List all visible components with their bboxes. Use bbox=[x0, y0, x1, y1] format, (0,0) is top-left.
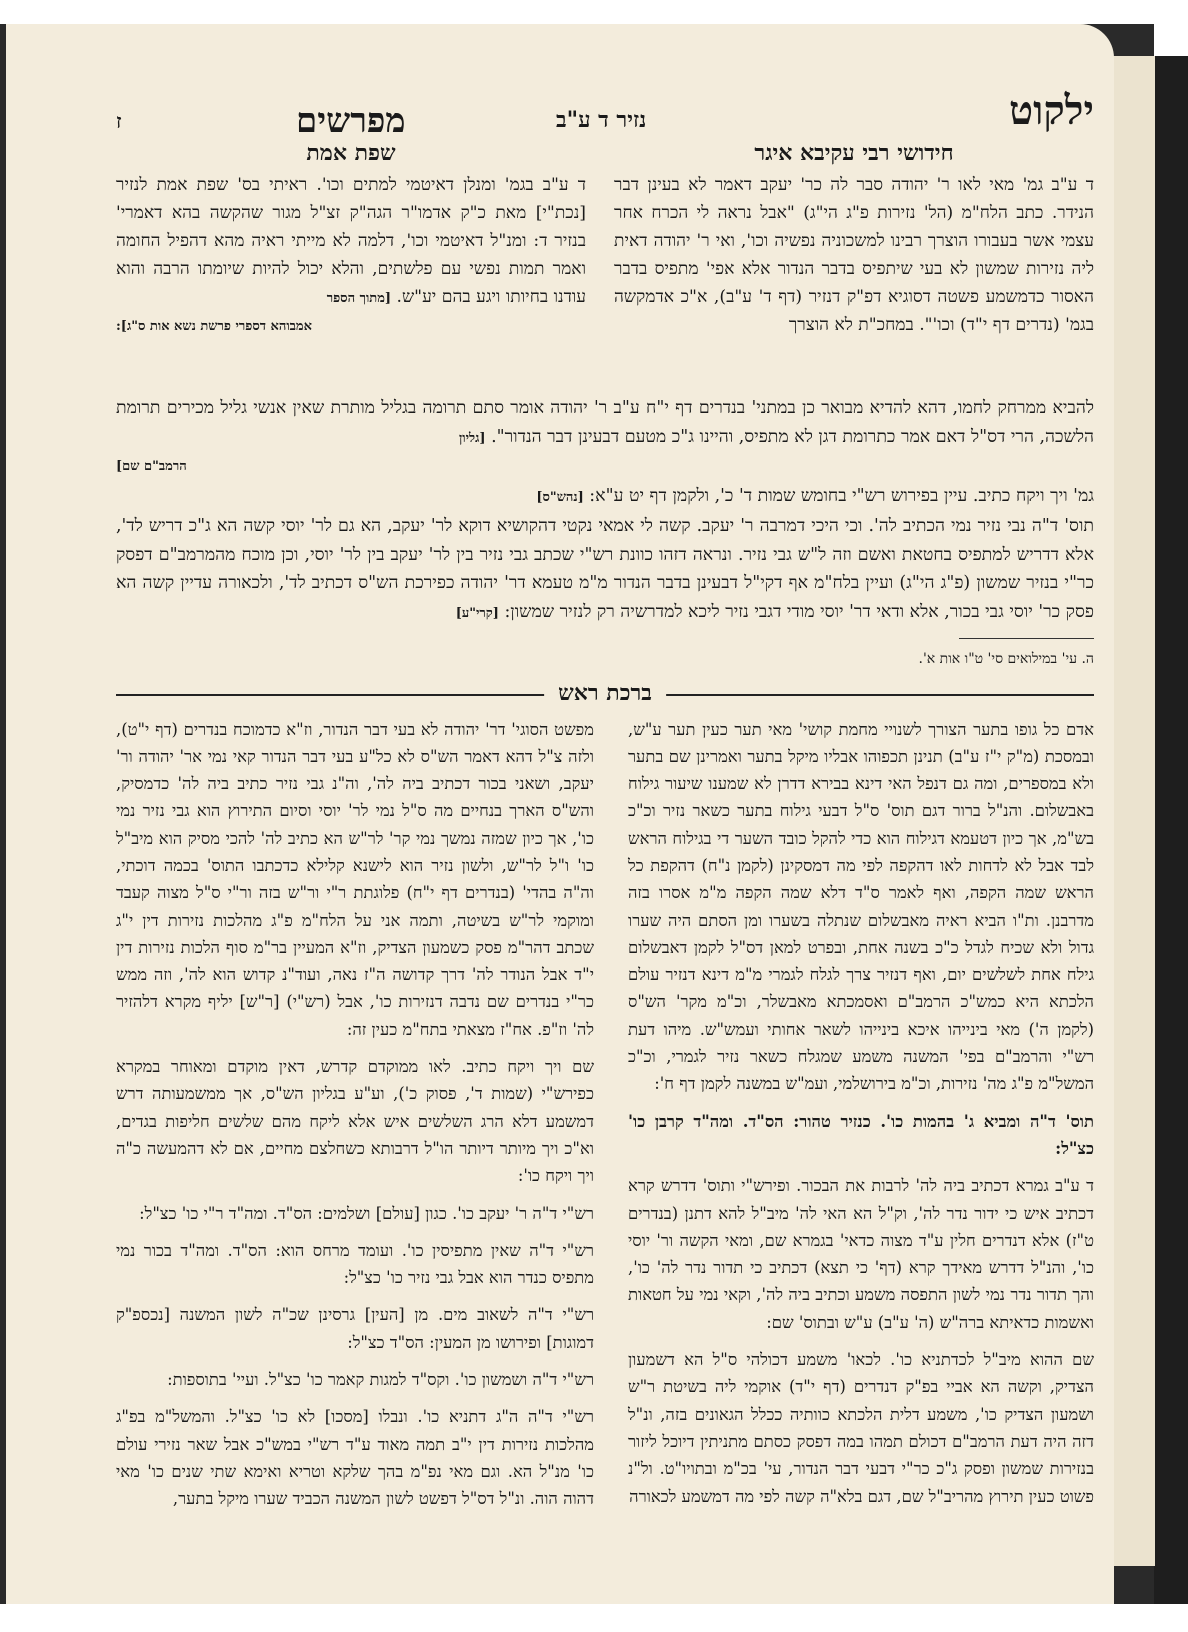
source-note: [מתוך הספר bbox=[326, 291, 392, 306]
paragraph: רש"י ד"ה לשאוב מים. מן [העין] גרסינן שכ"ה לשון המשנה [נכספ"ק דמוגות] ופירושו מן המעין: הס"ד כצ"ל: bbox=[116, 1305, 594, 1352]
source-line: אמבוהא דספרי פרשת נשא אות ס"ג]: bbox=[116, 319, 312, 334]
header-tractate: נזיר ד ע"ב bbox=[556, 107, 647, 133]
page-stack-edge bbox=[1112, 56, 1155, 1566]
section-text: ד ע"ב גמ' מאי לאו ר' יהודה סבר לה כר' יעקב דאמר לא בעינן דבר הנידר. כתב הלח"מ (הל' נזירות פ"ג הי"ג) "אבל נראה לי הכרח אחר עצמי אשר בעבורו הוצרך רבינו למשכוניה נפשיה וכו', ואי ר' יהודה דאית ליה נזירות שמשון לא בעי שיתפיס בדבר הנדור אלא אפי' מתפיס בדבר האסור כדמשמע פשטה דסוגיא דפ"ק דנזיר (דף ד' ע"ב), א"כ אדמקשה בגמ' (נדרים דף י"ד) וכו'". במחכ"ת לא הוצרך bbox=[614, 175, 1094, 335]
section-heading: חידושי רבי עקיבא איגר bbox=[754, 140, 954, 166]
page-number: ז bbox=[116, 109, 122, 133]
background-top bbox=[0, 0, 1188, 24]
paragraph: גמ' ויך ויקח כתיב. עיין בפירוש רש"י בחומש שמות ד' כ', ולקמן דף יט ע"א: [נהש"ס] bbox=[536, 485, 1094, 506]
paragraph: מפשט הסוגי' דר' יהודה לא בעי דבר הנדור, וז"א כדמוכח בנדרים (דף י"ט), ולזה צ"ל דהא דאמר הש"ס לא כל"ע בעי דבר הנדור קאי נמי אר' יהודה ור' יעקב, ושאני בכור דכתיב ביה לה', וה"נ גבי נזיר כתיב ביה לה' כדמסיק, והש"ס הארך בנחיים מה ס"ל נמי לר' יוסי וסיום התירוץ הוא גבי נזיר נמי כו', אך כיון שמזה נמשך נמי קר' לר"ש הא כתיב לה' להכי מסיק הוא מיב"ל כו' ו"ל לר"ש, ולשון נזיר הוא לישנא קלילא כדכתבו התוס' בכמה דוכתי, וה"ה בהדי' (בנדרים דף י"ח) פלוגתת ר"י ור"ש בזה ור"י ס"ל מצוה קעבד ומוקמי לר"ש בשיטה, ותמה אני על הלח"מ פ"ג מהלכות נזירות דין י"ג שכתב דהר"מ פסק כשמעון הצדיק, וז"א המעיין בר"מ סוף הלכות נזירות דין י"ד אבל הנודר לה' דרך קדושה ה"ז נאה, ועוד"נ קדוש הוא לה', וזה ממש כר"י בנדרים שם נדבה דנזירות כו', אבל (רש"י) [ר"ש] יליף מקרא דלהזיר לה' וז"פ. אח"ז מצאתי בתח"מ כעין זה: bbox=[116, 719, 594, 1039]
column-right bbox=[628, 716, 1094, 1520]
paragraph: אדם כל גופו בתער הצורך לשנויי מחמת קושי' מאי תער כעין תער ע"ש, ובמסכת (מ"ק י"ז ע"ב) תנינן תכפוהו אבליו מיקל בתער ואמרינן שם בתער ולא במספרים, ומה גם דנפל האי דינא בבירא דדרן לא שמענו שיעור גילוח באבשלום. והנ"ל ברור דגם תוס' ס"ל דבעי גילוח בתער כשאר נזיר וכ"כ בש"מ, אך כיון דטעמא דגילוח הוא כדי להקל כובד השער די בגילוח הראש לבד אבל לא לדחות לאו דהקפה לפי מה דמסקינן (לקמן נ"ח) דהקפת כל הראש שמה הקפה, ואף לאמר ס"ד דלא שמה הקפה מ"מ אסרו בזה מדרבנן. ות"ו הביא ראיה מאבשלום שנתלה בשערו ומן הסתם היה שערו גדול ולא שכיח לגדל כ"כ בשנה אחת, ובפרט למאן דס"ל לקמן דאבשלום גילח אחת לשלשים יום, ואף דנזיר צרך לגלח לגמרי מ"מ דינא דנזיר עולם הלכתא היא כמש"כ הרמב"ם ואסמכתא מאבשלר, וכ"מ מקר' הש"ס (לקמן ה') מאי בינייהו איכא בינייהו לשאר אחותי ועמש"ש. מיהו דעת רש"י והרמב"ם בפי' המשנה משמע שמגלח כשאר נזיר לגמרי, וכ"כ המשל"מ פ"ג מה' נזירות, וכ"מ בירושלמי, ועמ"ש במשנה לקמן דף ח': bbox=[628, 719, 1094, 1094]
column-sfas-emes bbox=[116, 139, 586, 341]
book-page bbox=[6, 24, 1114, 1604]
paragraph: שם ויך ויקח כתיב. לאו ממוקדם קדרש, דאין מוקדם ומאוחר במקרא כפירש"י (שמות ד', פסוק כ'), וע"ע בגליון הש"ס, אך ממשמעותה דרש דמשמע דלא הרג השלשים איש אלא ליקח מהם שלשים חליפות בגדים, וא"כ ויך מיותר דיותר הו"ל דרבותא כשחלצם מחיים, אם לא דהמעשה כ"ה ויך ויקח כו': bbox=[116, 1057, 594, 1186]
paragraph: להביא ממרחק לחמו, דהא להדיא מבואר כן במתני' בנדרים דף י"ח ע"ב ר' יהודה אומר סתם תרומה בגליל מותרת שאין אנשי גליל מכירים תרומת הלשכה, הרי דס"ל דאם אמר כתרומת דגן לא מתפיס, והיינו ג"כ מטעם דבעינן דבר הנדור". [גליון bbox=[116, 398, 1094, 447]
section-text: ד ע"ב בגמ' ומנלן דאיטמי למתים וכו'. ראיתי בס' שפת אמת לנזיר [נכת"י] מאת כ"ק אדמו"ר הגה"ק זצ"ל מגור שהקשה בהא דאמרי' בנזיר ד: ומנ"ל דאיטמי וכו', דלמה לא מייתי ראיה מהא דהפיל החומה ואמר תמות נפשי עם פלשתים, והלא יכול להיות שיומתו הרבה והוא עודנו בחיותו ויגע בהם יע"ש. [מתוך הספר bbox=[116, 175, 586, 307]
book-cover-edge bbox=[1154, 56, 1188, 1632]
footnote: ה. עי' במילואים סי' ט"ו אות א'. bbox=[918, 651, 1094, 667]
page-content bbox=[116, 79, 1094, 1509]
paragraph: תוס' ד"ה נבי נזיר נמי הכתיב לה'. וכי היכי דמרבה ר' יעקב. קשה לי אמאי נקטי דהקושיא דוקא לר' יעקב, הא גם לר' יוסי קשה הא ג"כ דריש לד', אלא דדריש למתפיס בחטאת ואשם וזה ל"ש גבי נזיר. ונראה דזהו כוונת רש"י שכתב גבי נזיר בין לר' יעקב בין לר' יוסי, וכן מוכח מהמרמב"ם דפסק כר"י בנזיר שמשון (פ"ג הי"ג) ועיין בלח"מ אף דקי"ל דבעינן בדבר הנדור מ"מ טעמא דר' יהודה כפירכת הש"ס דכתיב לד', ולכאורה עדיין קשה הא פסק כר' יוסי גבי בכור, אלא ודאי דר' יוסי מודי דגבי נזיר ליכא למדרשיה רק לנזיר שמשון: [קרי"ע] bbox=[116, 516, 1094, 622]
paragraph: ד ע"ב גמרא דכתיב ביה לה' לרבות את הבכור. ופירש"י ותוס' דדרש קרא דכתיב איש כי ידור נדר לה', וק"ל הא האי לה' מיב"ל להא דתנן (בנדרים ט"ז) אלא דנדרים חלין ע"ד מצוה כדאי' בגמרא שם, ומאי הקשה ור' יוסי כו', והנ"ל דדרש מאידך קרא (דף' כי תצא) דכתיב כי תדור נדר לה' כו', והך תדור נדר נמי לשון התפסה משמע וכתיב ביה לה', וקאי נמי על חטאות ואשמות כדאיתא ברה"ש (ה' ע"ב) ע"ש ובתוס' שם: bbox=[628, 1176, 1094, 1332]
footnote-rule bbox=[959, 638, 1094, 639]
paragraph: רש"י ד"ה ר' יעקב כו'. כגון [עולם] ושלמים: הס"ד. ומה"ד ר"י כו' כצ"ל: bbox=[139, 1203, 594, 1223]
background-corner bbox=[1154, 0, 1188, 56]
full-width-section bbox=[116, 394, 1094, 674]
divider-title: ברכת ראש bbox=[544, 680, 666, 706]
source-note: הרמב"ם שם] bbox=[116, 459, 187, 474]
section-heading: שפת אמת bbox=[306, 140, 396, 166]
upper-columns bbox=[116, 139, 1094, 394]
column-left bbox=[116, 716, 594, 1523]
lower-columns bbox=[116, 716, 1094, 1509]
column-rabbi-akiva-eiger bbox=[614, 139, 1094, 339]
paragraph: שם ההוא מיב"ל לכדתניא כו'. לכאו' משמע דכולהי ס"ל הא דשמעון הצדיק, וקשה הא אביי בפ"ק דנדרים (דף י"ד) אוקמי ליה בשיטת ר"ש ושמעון הצדיק כו', משמע דלית הלכתא כוותיה ככלל הגאונים בזה, ונ"ל דזה היה דעת הרמב"ם דכולם תמהו במה דפסק כסתם מתניתין דיוכל ליזור בנזירות שמשון ופסק ג"כ כר"י דבעי דבר הנדור, עי' בכ"מ ובתויו"ט. ול"נ פשוט כעין תירוץ מהריב"ל שם, דגם בלא"ה קשה לפי מה דמשמע לכאורה bbox=[628, 1350, 1094, 1506]
paragraph: רש"י ד"ה ושמשון כו'. וקס"ד למגות קאמר כו' כצ"ל. ועיי' בתוספות: bbox=[167, 1370, 594, 1390]
section-divider bbox=[116, 680, 1094, 710]
header-title-yalkut: ילקוט bbox=[1009, 87, 1094, 134]
paragraph: רש"י ד"ה ה"ג דתניא כו'. ונבלו [מסכו] לא כו' כצ"ל. והמשל"מ בפ"ג מהלכות נזירות דין י"ב תמה מאוד ע"ד רש"י במש"כ אבל שאר נזירי עולם כו' מנ"ל הא. וגם מאי נפ"מ בהך שלקא וטריא ואימא שתי שנים כו' מאי דהוה הוה. ונ"ל דס"ל דפשט לשון המשנה הכביד שערו מיקל בתער, bbox=[116, 1407, 594, 1509]
paragraph: רש"י ד"ה שאין מתפיסין כו'. ועומד מרחס הוא: הס"ד. ומה"ד בכור נמי מתפיס כנדר הוא אבל גבי נזיר כו' כצ"ל: bbox=[116, 1240, 594, 1288]
running-header bbox=[116, 79, 1094, 139]
background-bottom bbox=[0, 1604, 1188, 1632]
header-title-meforshim: מפרשים bbox=[296, 101, 406, 141]
paragraph: תוס' ד"ה ומביא ג' בהמות כו'. כנזיר טהור: הס"ד. ומה"ד קרבן כו' כצ"ל: bbox=[628, 1111, 1094, 1158]
